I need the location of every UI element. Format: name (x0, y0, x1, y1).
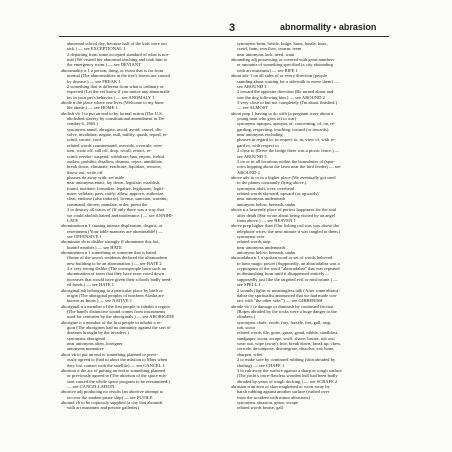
left-column-line: expected (Let the vet know if you notice any abnormalit- (67, 89, 171, 95)
right-column-line: see AROUND 1 (237, 83, 267, 89)
left-column-line: command, decree, mandate, order, prescribe (67, 201, 148, 207)
right-column-line: synonyms brim, bristle, bulge, burst, bustle, buzz, (237, 41, 328, 46)
guide-word-first: abnormality (280, 22, 332, 32)
left-column-line: abomination of taxes that they have even voted down (67, 271, 164, 277)
left-column-line: abode n the place where one lives (Welcome to my hum- (61, 99, 165, 105)
right-column-line: near antonyms underneath (237, 244, 285, 250)
left-column-line: abnormal school day, because half of the kids were out (67, 41, 167, 46)
left-column-line: 2 to destroy all traces of (If only there was a way that (67, 207, 164, 213)
right-column-line: gard to, with respect to (237, 142, 279, 148)
left-column (61, 41, 216, 439)
right-column-line: dabra the spiritualist announced that we had made con- (237, 292, 338, 298)
right-column-line: with art museums) — see RIFE 1 (237, 67, 298, 73)
left-column-line: aborigine n a member of the first people to inhabit a re- (61, 319, 162, 325)
guide-word-last: abrasion (338, 22, 377, 32)
right-column-line: related words file, grate, graze, grind, nibble, sandblast, (237, 330, 339, 336)
right-column-line: corrode, decompose, disintegrate, dissolve, eat; hone, (237, 346, 335, 352)
left-column-line: LATE (67, 217, 79, 223)
page-number: 3 (229, 22, 236, 34)
left-column-line: outlaw, prohibit; disallow, dismiss, reject; annihilate, (67, 158, 164, 164)
right-column-line: see AROUND 3 (237, 153, 267, 159)
left-column-line: abort vb to put an end to something planned or previ- (61, 351, 158, 357)
right-column-line: above n a heavenly place of perfect happiness for the soul (231, 207, 337, 213)
right-column-line: tact with "the other side.") — see GIBBERISH (237, 298, 323, 304)
left-column-line: (Some of the town's residents declared the ultramodern (67, 255, 168, 261)
left-column-line: we could abolish hatred and intolerance.) — see ANNIHI- (67, 212, 174, 218)
left-column-line: break down, eliminate, eradicate, liquidate, remove; (67, 164, 162, 170)
left-column-line: (The band's distinctive sound comes from instruments (67, 308, 166, 314)
left-column-line: origin (The aboriginal peoples of northern Alaska are (67, 292, 164, 298)
right-column-line: antonyms below, beneath, under (237, 201, 296, 207)
left-column-line: abominate vb to dislike strongly (I abominate this hot, (61, 239, 160, 245)
right-column-line: supposedly just like the targeted evil or misfortune.) — (237, 276, 338, 282)
left-column-line: cember 6, 1865.) (67, 121, 98, 127)
left-column-line: abortion n the act of putting an end to something planned (61, 367, 166, 373)
right-column-line: synonyms chafe, erode, fray, frazzle, fret, gall, rasp, (237, 319, 332, 325)
left-column-line: aboriginal adj belonging to a particular place by birth or (61, 287, 163, 293)
left-column-line: diseases brought by the invaders.) (67, 330, 129, 336)
right-column-line: from above.) — see HEAVEN 1 (237, 217, 296, 223)
right-column-line: — see ALMOST (237, 105, 269, 111)
right-column-line: saw the dog following him.) — see AROUND 2 (237, 94, 325, 100)
right-column-line: related words bruise, gall (237, 405, 283, 411)
right-column-line: above prep higher than (Our fishing rod was way above the (231, 223, 340, 229)
left-column-line: synonyms aboriginal (67, 335, 106, 341)
right-column-line: telephone wires; the next minute it was tangled in them.) (237, 228, 341, 234)
right-column-line: crawl, hum, overflow, swarm, teem (237, 46, 302, 52)
right-column-line: about prep 1 having to do with (a pregnant story about a (231, 110, 334, 116)
left-column-line: resentment (Your table manners are abominable!) — (67, 228, 163, 234)
left-column-line: near antonyms enact, lay down, legislate; establish, (67, 180, 161, 186)
right-column-line: near antonyms underneath (237, 196, 285, 202)
left-column-line: abomination n 1 something or someone that is hated (61, 250, 156, 256)
left-column-line: humid weather.) — see HATE (67, 244, 122, 250)
right-column-line: to have magic power (Supposedly, an abracadabra was a (237, 260, 340, 266)
left-column-line: antonyms nonnative (67, 346, 104, 352)
right-column-line: abraded by years of rough docking.) — see SCRAPE 2 (237, 378, 338, 384)
right-column-line: young man who goes off to war) (237, 116, 297, 122)
left-column-line: 2 something that is different from what is ordinary or (67, 83, 164, 89)
header-rule (59, 36, 389, 37)
right-column-line: abounding adj possessing or covered with great numbers (231, 57, 335, 63)
left-column-line: gion (The aborigines had no immunity against the sort of (67, 325, 171, 331)
left-column-line: synonyms annul, abrogate, avoid, avoid, cancel, dis- (67, 126, 163, 132)
right-column-line: 3 on or in all locations within the boundaries of (spar- (237, 158, 335, 164)
guide-word-separator: • (333, 23, 337, 32)
right-column-line: or amounts of something specified (a city abounding (237, 62, 333, 68)
right-column-line: sharpen, whet (237, 351, 263, 357)
right-column-line: 2 close to (Drive the hedge there was a picnic fence.) — (237, 148, 340, 154)
left-column-line: 2 a very strong dislike (The townspeople have such an (67, 266, 166, 272)
right-column-line: 2 to make sore by continued rubbing (skin abraded by (237, 357, 336, 363)
right-column-line: sandpaper, scour, scrape, scuff, shave; bruise, rub out; (237, 335, 336, 341)
left-column-line: found, institute; formalize, legalize, legitimate, legiti- (67, 185, 165, 191)
left-column-line: used for centuries by the aboriginals.) — see ABORIGINE (67, 314, 175, 320)
left-column-line: sion caused the whole space program to be reexamined.) (67, 378, 170, 384)
left-column-line: the emergency room.) — see DEVIANT (67, 62, 141, 68)
right-column-line: after death (She wrote about being visited by an angel (237, 212, 336, 218)
left-column-line: abortive adj producing no results (an abortive attempt to (61, 389, 164, 395)
left-column-line: mize; validate; pass, ratify; allow, approve, authorize, (67, 191, 165, 197)
right-column-line: to the planes constantly flying above.) (237, 180, 307, 186)
right-column-line: related words skyward, upward (or upwards) (237, 191, 319, 197)
left-column-line: known as Inuits.) — see NATIVE 1 (67, 298, 133, 304)
right-column-line: 3 to rub away the surface against a sharp or rough surface (237, 367, 342, 373)
left-column-line: ously agreed to (had to abort the mission to Mars when (67, 357, 168, 363)
left-column-line: near antonyms alien, foreigner (67, 341, 123, 347)
right-column-line: wear out, wipe (away), bite, break down, break up, chew, (237, 341, 342, 347)
right-column-line: synonyms aloft, over, overhead (237, 185, 295, 191)
left-column-line: ble abode.) — see HOME 1 (67, 105, 118, 111)
right-column-line: climbers.) (237, 314, 256, 320)
right-column-line: harsh rubbing against another surface (rushed over (237, 389, 330, 395)
left-column-line: aboriginal n a member of the first people to inhabit a region (61, 303, 170, 309)
right-column-line: near antonyms lack, need, want (237, 51, 295, 57)
left-column-line: abnormality n 1 a person, thing, or event that is far from (61, 67, 164, 73)
right-column-line: antonyms below, beneath, under (237, 250, 296, 256)
right-column-line: standing about waiting for a sidewalk to move them) — (237, 78, 339, 84)
left-column-line: abolished slavery by constitutional amendment in De- (67, 116, 166, 122)
right-column-line: 2 toward the opposite direction (He turned about and (237, 89, 334, 95)
running-head (280, 22, 376, 32)
right-column-line: (The yacht's once-flawless wooden hull had been badly (237, 373, 338, 379)
left-column-line: they lost contact with the satellite) — see CANCEL 1 (67, 362, 165, 368)
left-column-line: related words countermand, override, overrule, over- (67, 142, 164, 148)
right-column-line: related words atop (237, 239, 271, 245)
left-column-line: ed funds.) — see HATE 1 (67, 282, 114, 288)
right-column-line: chafing) — see CHAFE 1 (237, 362, 285, 368)
left-column-line: scind, vacate, void (67, 137, 101, 143)
right-column-line: 2 sounds (lights or meaningless talk (After some abraca- (237, 287, 340, 293)
right-column-line: rub, scour (237, 325, 256, 331)
left-column-line: recover the sunken pirate ship) — see FUTILE (67, 394, 153, 400)
right-column-line: synonyms apropos, apropos of, concerning, of, on, re- (237, 121, 336, 127)
right-column-line: rows hopping about the lawn near the bird feeder) — see (237, 164, 341, 170)
left-column-line: ies in your pet's behavior.) — see ANOMALY 1 (67, 94, 155, 100)
left-column-line: mal (We visited her abnormal teaching and took him to (67, 57, 168, 63)
left-column-line: abound vb to be copiously supplied (a city that abounds (61, 400, 163, 406)
left-column-line: new building to be an abomination.) — see HATE 2 (67, 260, 162, 266)
left-column-line: normal (The abnormalities in the tree's leaves are caused (67, 73, 171, 79)
right-column-line: garding, respecting, touching, toward (or towards) (237, 126, 329, 132)
left-column-line: turn, write off; call off, drop, recall; retract, re- (67, 148, 152, 154)
left-column-line: scind; revoke; suspend, withdraw; ban, enjoin, forbid, (67, 153, 165, 159)
left-column-line: abomination n 1 causing intense displeasure, disgust, or (61, 223, 163, 229)
right-column-line: see SPELL 1 (237, 282, 261, 288)
right-column-line: in diminishing form until it disappeared entirely— (237, 271, 329, 277)
right-column-line: 3 very close to but not completely (I'm about finished.) (237, 99, 338, 105)
right-column-line: synonyms over (237, 233, 265, 239)
right-column-line: AROUND 2 (237, 169, 260, 175)
left-column-line: phrases do away with; set aside (67, 174, 125, 180)
right-column-line: above adv to or in a higher place (We eventually got used (231, 174, 336, 180)
right-column-line: cryptogram of the word "abracadabra" that was repeated (237, 266, 340, 272)
right-column (231, 41, 386, 439)
right-column-line: (Ropes abraded by the rocks were a huge danger to the (237, 308, 337, 314)
right-column-line: phrases in regard to, in respect to, in, view of, with re- (237, 137, 336, 143)
left-column-line: — see CANCELLATION (67, 384, 115, 389)
left-column-line: or previously agreed to (The abortion of the space mis- (67, 373, 168, 379)
left-column-line: solve, invalidate, negate, null, nullify, quash, repeal, re- (67, 132, 168, 138)
left-column-line: clear, endorse (also indorse), license, sanction, warrant; (67, 196, 168, 202)
right-column-line: about adv 1 on all sides of or every direction (people (231, 73, 327, 79)
left-column-line: with art museums and private galleries) (67, 405, 139, 411)
right-column-line: near antonyms excluding (237, 132, 283, 138)
left-column-line: increases that would have given their schools badly need- (67, 276, 172, 282)
left-column-line: by disease.) — see FREAK 1 (67, 78, 121, 84)
right-column-line: abrasion n an area of skin roughened or worn away by (231, 384, 330, 389)
right-column-line: from the accident with minor abrasions) (237, 394, 310, 400)
left-column-line: see OFFENSIVE 1 (67, 233, 102, 239)
left-column-line: abolish vb 1 to put an end to by formal action (The U.S. (61, 110, 163, 116)
right-column-line: abrade vb 1 to damage or diminish by continued friction (231, 303, 334, 309)
left-column-line: throw out; write off (67, 169, 103, 175)
left-column-line: 2 departing from some accepted standard of what is nor- (67, 51, 170, 57)
right-column-line: abracadabra n 1 a spoken word or set of words believed (231, 255, 333, 261)
right-column-line: synonyms abrasion, graze, scrape (237, 400, 298, 406)
left-column-line: sick.) — see EXCEPTIONAL 1 (67, 46, 126, 52)
